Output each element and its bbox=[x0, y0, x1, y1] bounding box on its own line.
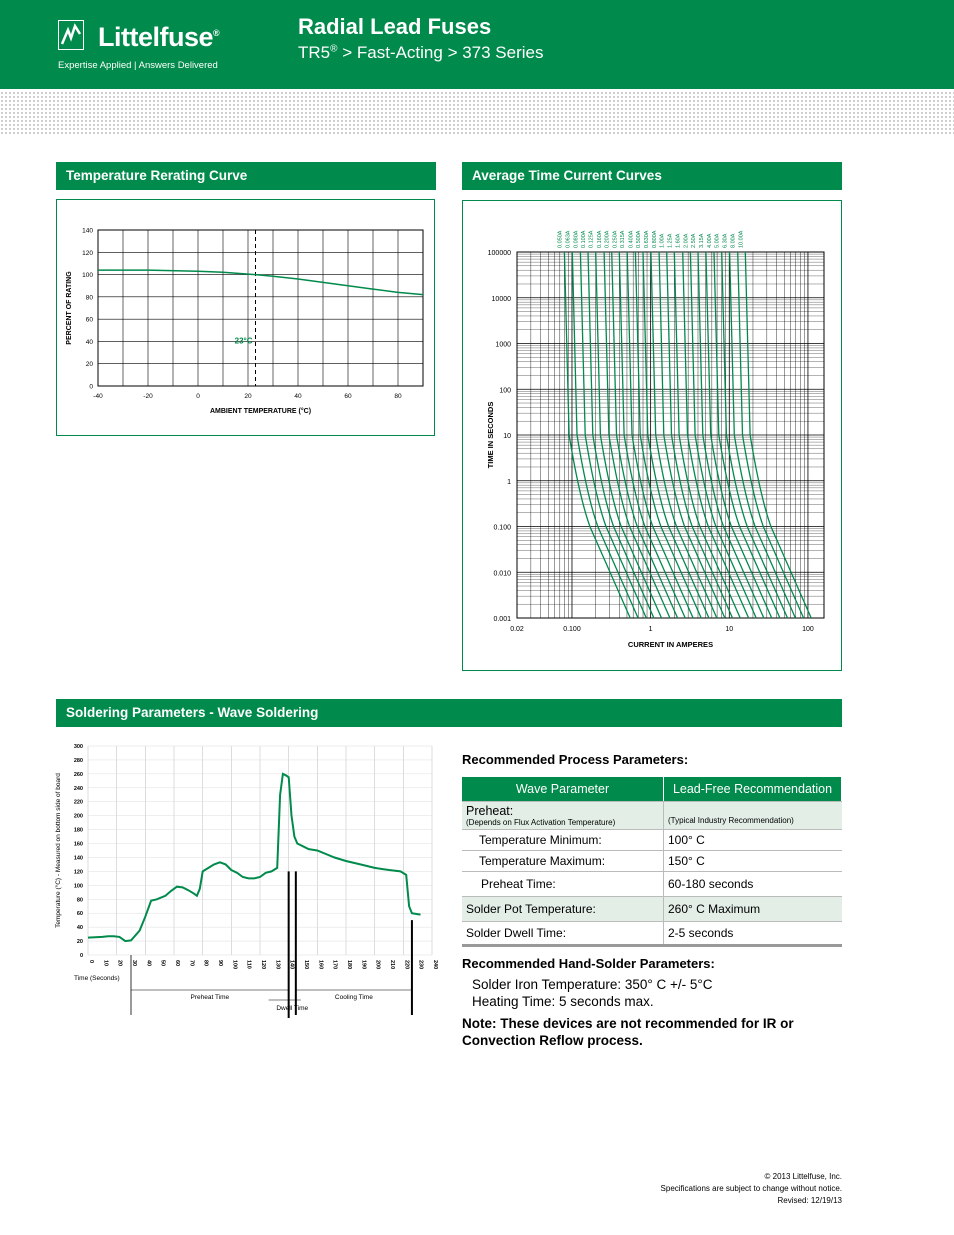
table-row: Solder Pot Temperature: 260° C Maximum bbox=[462, 897, 842, 922]
x-tick-label: 90 bbox=[217, 960, 223, 967]
footer-copyright: © 2013 Littelfuse, Inc. bbox=[764, 1172, 842, 1181]
x-tick-label: 0 bbox=[196, 393, 200, 400]
curve-label: 0.250A bbox=[612, 230, 619, 248]
page-title: Radial Lead Fuses bbox=[298, 14, 492, 39]
x-tick-label: 20 bbox=[244, 393, 252, 400]
footer-revised: Revised: 12/19/13 bbox=[777, 1196, 842, 1205]
y-tick-label: 280 bbox=[73, 757, 83, 764]
y-tick-label: 300 bbox=[73, 744, 83, 750]
y-tick-label: 100 bbox=[73, 883, 83, 890]
dwell-label: Dwell Time bbox=[276, 1005, 309, 1012]
x-tick-label: 0.02 bbox=[510, 626, 524, 633]
y-tick-label: 80 bbox=[85, 294, 93, 302]
y-tick-label: 100 bbox=[82, 272, 93, 280]
hand-line-1: Solder Iron Temperature: 350° C +/- 5°C bbox=[472, 977, 713, 992]
x-tick-label: 140 bbox=[288, 960, 295, 970]
preheat-label: Preheat Time bbox=[190, 994, 230, 1001]
x-tick-label: 20 bbox=[116, 960, 123, 967]
curve-label: 6.30A bbox=[722, 233, 729, 248]
x-tick-label: 60 bbox=[174, 960, 180, 967]
y-tick-label: 20 bbox=[76, 939, 83, 946]
curve-label: 0.630A bbox=[643, 230, 650, 248]
page-subtitle: TR5® > Fast-Acting > 373 Series bbox=[298, 43, 544, 62]
x-tick-label: 30 bbox=[131, 960, 137, 967]
curve-label: 0.050A bbox=[557, 230, 564, 248]
y-tick-label: 100 bbox=[499, 387, 511, 395]
cooling-label: Cooling Time bbox=[334, 994, 373, 1001]
x-tick-label: 130 bbox=[274, 960, 281, 970]
y-tick-label: 10000 bbox=[491, 295, 511, 303]
y-tick-label: 60 bbox=[85, 316, 93, 324]
x-tick-label: 80 bbox=[202, 960, 209, 967]
x-tick-label: 60 bbox=[344, 393, 352, 400]
x-tick-label: 100 bbox=[231, 960, 238, 970]
y-tick-label: 0.100 bbox=[493, 524, 511, 532]
x-tick-label: 40 bbox=[294, 393, 302, 400]
y-tick-label: 40 bbox=[76, 925, 83, 932]
x-axis-label: AMBIENT TEMPERATURE (°C) bbox=[209, 408, 312, 415]
curve-label: 0.200A bbox=[604, 230, 611, 248]
x-axis-label: CURRENT IN AMPERES bbox=[627, 640, 714, 649]
y-tick-label: 160 bbox=[73, 841, 83, 848]
x-tick-label: 190 bbox=[360, 960, 367, 970]
x-tick-label: -20 bbox=[143, 393, 153, 400]
header-bar bbox=[0, 0, 954, 89]
y-tick-label: 80 bbox=[76, 897, 83, 904]
hand-heading: Recommended Hand-Solder Parameters: bbox=[462, 956, 715, 971]
y-tick-label: 120 bbox=[73, 869, 83, 876]
curve-label: 0.160A bbox=[597, 230, 604, 248]
table-row: Preheat: (Depends on Flux Activation Temperature) (Typical Industry Recommendation) bbox=[462, 802, 842, 830]
y-tick-label: 0.001 bbox=[493, 616, 511, 623]
hand-line-2: Heating Time: 5 seconds max. bbox=[472, 994, 654, 1009]
section-soldering: Soldering Parameters - Wave Soldering bbox=[56, 699, 842, 727]
y-tick-label: 0 bbox=[89, 383, 93, 391]
section-time-current: Average Time Current Curves bbox=[462, 162, 842, 190]
y-axis-label: TIME IN SECONDS bbox=[486, 401, 495, 469]
x-tick-label: 100 bbox=[802, 626, 814, 633]
curve-label: 3.15A bbox=[698, 233, 705, 248]
y-tick-label: 200 bbox=[73, 813, 83, 820]
x-tick-label: 70 bbox=[188, 960, 195, 967]
y-tick-label: 60 bbox=[76, 911, 83, 918]
x-tick-label: -40 bbox=[93, 393, 103, 400]
process-table bbox=[462, 777, 842, 947]
curve-label: 2.00A bbox=[683, 233, 690, 248]
curve-label: 1.25A bbox=[667, 233, 674, 248]
x-tick-label: 0 bbox=[88, 960, 94, 964]
curve-label: 0.125A bbox=[588, 230, 595, 248]
curve-label: 0.800A bbox=[652, 230, 659, 248]
tcc-panel bbox=[462, 200, 842, 671]
table-row: Temperature Maximum: 150° C bbox=[462, 851, 842, 872]
y-tick-label: 140 bbox=[73, 855, 83, 862]
curve-label: 1.00A bbox=[659, 233, 666, 248]
x-tick-label: 210 bbox=[389, 960, 395, 970]
y-tick-label: 100000 bbox=[487, 250, 511, 257]
y-tick-label: 10 bbox=[503, 433, 511, 440]
x-tick-label: 0.100 bbox=[563, 626, 581, 633]
reflow-note: Note: These devices are not recommended for IR or Convection Reflow process. bbox=[462, 1016, 794, 1048]
x-tick-label: 220 bbox=[403, 960, 410, 970]
x-tick-label: 40 bbox=[145, 960, 152, 967]
curve-label: 2.50A bbox=[690, 233, 697, 248]
x-tick-label: 10 bbox=[102, 960, 109, 967]
brand-tagline: Expertise Applied | Answers Delivered bbox=[58, 60, 218, 71]
curve-label: 0.063A bbox=[565, 230, 572, 248]
y-tick-label: 260 bbox=[73, 771, 83, 778]
x-tick-label: 230 bbox=[417, 960, 424, 970]
curve-label: 4.00A bbox=[707, 233, 714, 248]
rerating-curve bbox=[98, 270, 423, 295]
curve-label: 5.00A bbox=[714, 233, 721, 248]
table-row: Temperature Minimum: 100° C bbox=[462, 830, 842, 851]
y-tick-label: 1 bbox=[507, 478, 511, 486]
x-tick-label: 120 bbox=[260, 960, 266, 970]
y-axis-label: Temperature (°C) - Measured on bottom side of board bbox=[55, 773, 62, 928]
curve-label: 0.400A bbox=[628, 230, 635, 248]
col-lead-free: Lead-Free Recommendation bbox=[664, 777, 842, 802]
x-tick-label: 10 bbox=[725, 626, 734, 633]
section-rerating: Temperature Rerating Curve bbox=[56, 162, 436, 190]
plot-frame bbox=[98, 230, 423, 386]
y-axis-label: PERCENT OF RATING bbox=[66, 271, 73, 345]
curve-label: 0.315A bbox=[620, 230, 627, 248]
x-tick-label: 50 bbox=[159, 960, 166, 967]
curve-label: 0.080A bbox=[573, 230, 580, 248]
dotted-band bbox=[0, 91, 954, 134]
y-tick-label: 1000 bbox=[495, 341, 511, 349]
time-current-chart bbox=[463, 201, 841, 670]
y-tick-label: 240 bbox=[73, 785, 83, 792]
x-tick-label: 170 bbox=[331, 960, 338, 970]
col-wave-parameter: Wave Parameter bbox=[462, 777, 664, 802]
y-tick-label: 140 bbox=[82, 227, 93, 235]
x-axis-label: Time (Seconds) bbox=[74, 975, 120, 982]
x-tick-label: 160 bbox=[317, 960, 324, 970]
y-tick-label: 120 bbox=[82, 249, 93, 257]
rerating-chart bbox=[57, 200, 434, 435]
process-heading: Recommended Process Parameters: bbox=[462, 752, 689, 767]
curve-label: 8.00A bbox=[730, 233, 737, 248]
y-tick-label: 0.010 bbox=[493, 570, 511, 578]
table-row: Solder Dwell Time: 2-5 seconds bbox=[462, 922, 842, 946]
x-tick-label: 180 bbox=[346, 960, 352, 970]
y-tick-label: 180 bbox=[73, 827, 83, 834]
x-tick-label: 150 bbox=[303, 960, 309, 970]
y-tick-label: 0 bbox=[79, 953, 83, 959]
littelfuse-logo-icon bbox=[58, 20, 84, 50]
brand-name: Littelfuse® bbox=[98, 22, 220, 52]
solder-profile-chart bbox=[52, 738, 442, 1018]
x-tick-label: 1 bbox=[648, 626, 653, 633]
curve-label: 0.500A bbox=[636, 230, 643, 248]
x-tick-label: 80 bbox=[394, 393, 402, 400]
x-tick-label: 240 bbox=[432, 960, 438, 970]
table-row: Preheat Time: 60-180 seconds bbox=[462, 872, 842, 897]
x-tick-label: 110 bbox=[245, 960, 252, 969]
curve-label: 10.00A bbox=[738, 230, 745, 248]
curve-label: 1.60A bbox=[675, 233, 682, 248]
y-tick-label: 20 bbox=[85, 361, 93, 369]
footer-spec-note: Specifications are subject to change without notice. bbox=[660, 1184, 842, 1193]
annotation-23c: 23°C bbox=[234, 336, 253, 346]
x-tick-label: 200 bbox=[374, 960, 381, 970]
y-tick-label: 220 bbox=[73, 799, 83, 806]
y-tick-label: 40 bbox=[85, 338, 93, 346]
curve-label: 0.100A bbox=[581, 230, 588, 248]
rerating-panel bbox=[56, 199, 435, 436]
